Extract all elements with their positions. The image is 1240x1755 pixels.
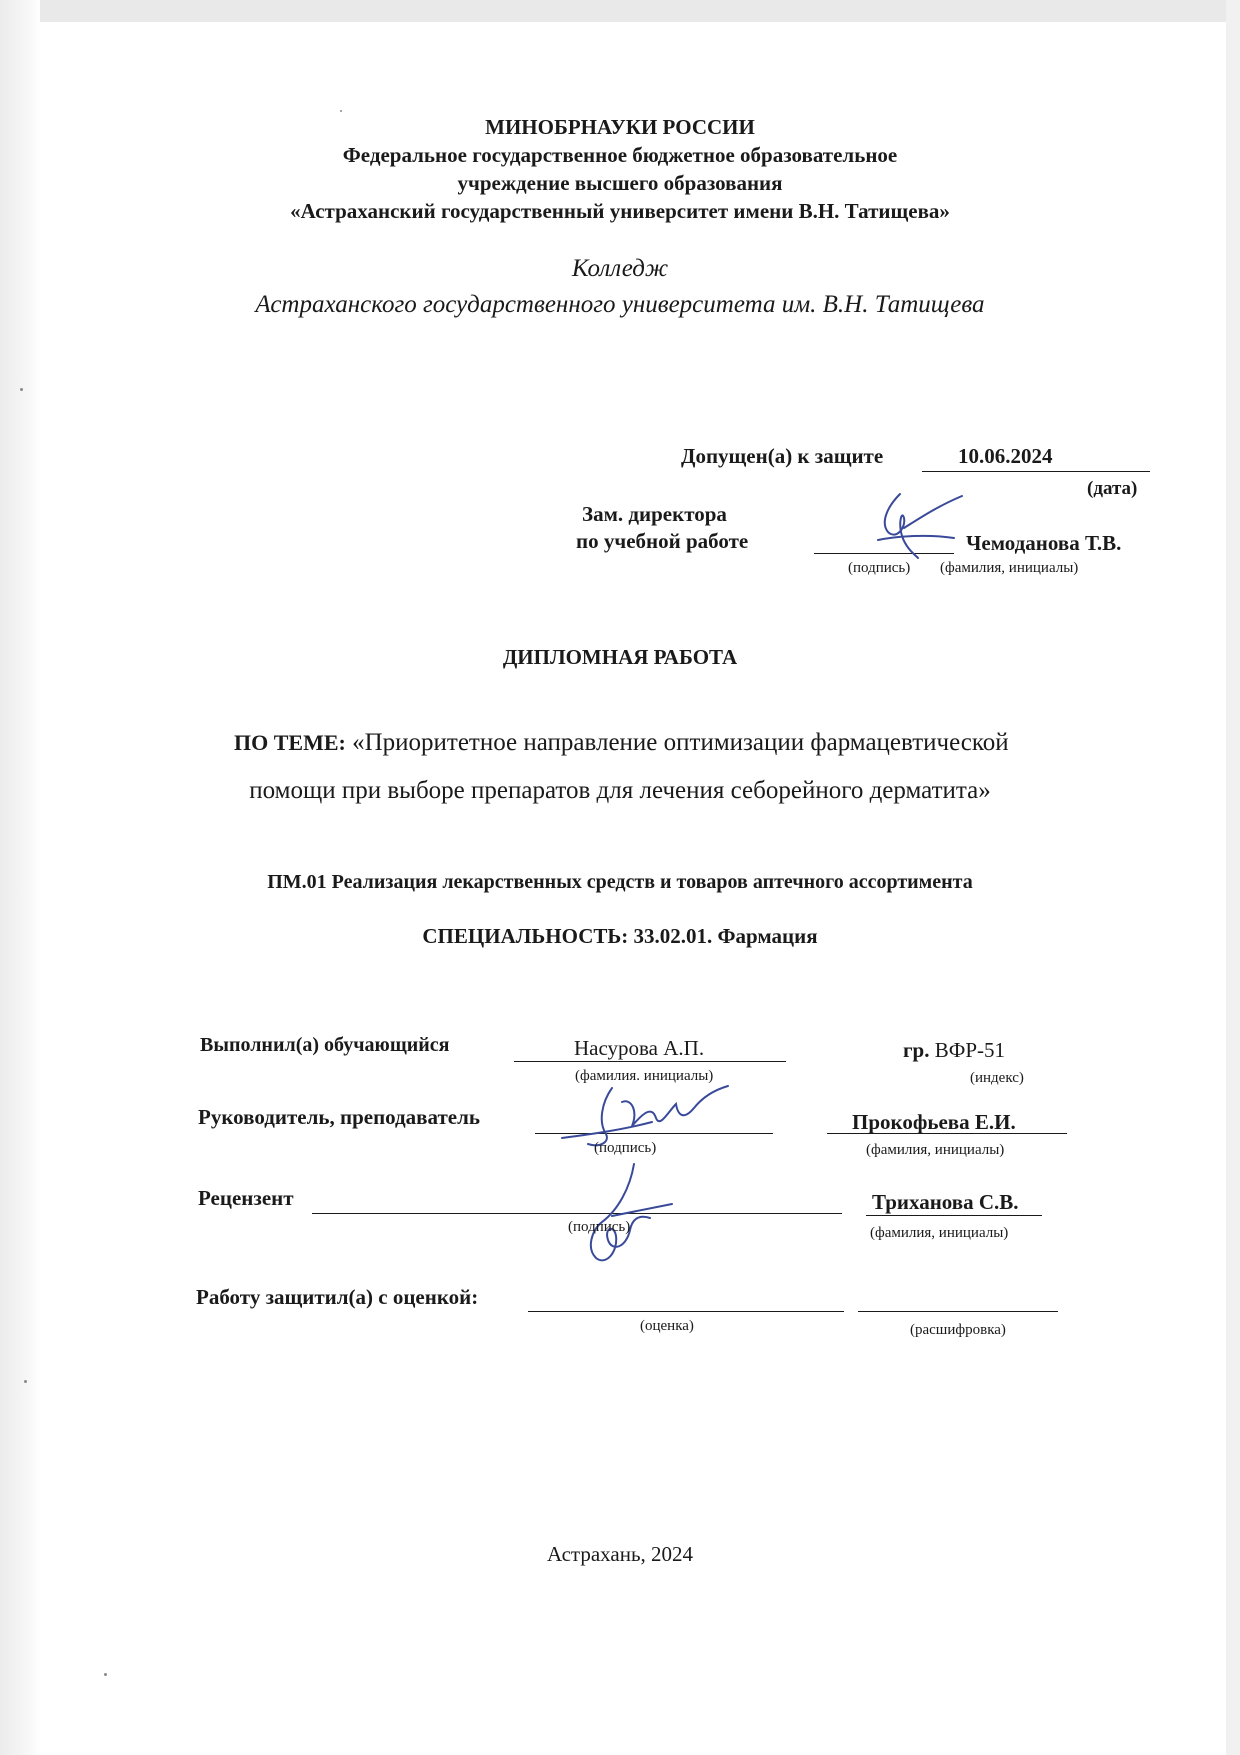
- director-name: Чемоданова Т.В.: [966, 531, 1122, 555]
- student-name-caption: (фамилия. инициалы): [575, 1068, 714, 1084]
- student-group: [903, 1038, 1005, 1063]
- college-line-2: Астраханского государственного университета им. В.Н. Татищева: [255, 291, 985, 318]
- admission-date-line: [922, 471, 1150, 472]
- position-line-2: по учебной работе: [576, 529, 749, 553]
- scan-speck: [104, 1673, 107, 1676]
- director-name-caption: (фамилия, инициалы): [940, 560, 1079, 576]
- professional-module: ПМ.01 Реализация лекарственных средств и товаров аптечного ассортимента: [267, 871, 973, 893]
- director-signature-caption: (подпись): [848, 560, 911, 576]
- grade-caption: (оценка): [640, 1318, 694, 1334]
- group-value: ВФР-51: [934, 1038, 1005, 1062]
- institution-line-1: Федеральное государственное бюджетное образовательное: [342, 143, 898, 167]
- topic-text-1: «Приоритетное направление оптимизации фармацевтической: [352, 729, 1009, 756]
- reviewer-name: Триханова С.В.: [872, 1190, 1019, 1214]
- student-name: Насурова А.П.: [574, 1036, 705, 1060]
- position-line-1: Зам. директора: [582, 502, 727, 526]
- defense-label: Работу защитил(а) с оценкой:: [196, 1285, 479, 1309]
- reviewer-signature-caption: (подпись): [568, 1219, 631, 1235]
- reviewer-name-line: [866, 1215, 1042, 1216]
- institution-line-2: учреждение высшего образования: [457, 171, 783, 195]
- group-caption: (индекс): [970, 1070, 1024, 1086]
- ministry-heading: МИНОБРНАУКИ РОССИИ: [485, 115, 755, 139]
- supervisor-label: Руководитель, преподаватель: [198, 1105, 481, 1129]
- scan-speck: [20, 388, 23, 391]
- supervisor-name: Прокофьева Е.И.: [852, 1110, 1016, 1134]
- admission-label: Допущен(а) к защите: [681, 444, 884, 468]
- university-name: «Астраханский государственный университет имени В.Н. Татищева»: [290, 199, 950, 223]
- work-type-title: ДИПЛОМНАЯ РАБОТА: [502, 645, 738, 669]
- college-line-1: Колледж: [571, 255, 669, 282]
- topic-label: ПО ТЕМЕ:: [234, 730, 346, 755]
- group-label: гр.: [903, 1038, 930, 1062]
- supervisor-name-caption: (фамилия, инициалы): [866, 1142, 1005, 1158]
- student-name-line: [514, 1061, 786, 1062]
- director-signature: [858, 488, 968, 568]
- specialty: СПЕЦИАЛЬНОСТЬ: 33.02.01. Фармация: [422, 924, 818, 948]
- grade-line: [528, 1311, 844, 1312]
- transcript-caption: (расшифровка): [910, 1322, 1006, 1338]
- topic-line-2: помощи при выборе препаратов для лечения себорейного дерматита»: [249, 777, 991, 804]
- reviewer-name-caption: (фамилия, инициалы): [870, 1225, 1009, 1241]
- reviewer-label: Рецензент: [198, 1186, 294, 1210]
- transcript-line: [858, 1311, 1058, 1312]
- city-year: Астрахань, 2024: [546, 1542, 694, 1566]
- reviewer-signature: [572, 1158, 682, 1268]
- date-caption: (дата): [1087, 478, 1138, 499]
- admission-date: 10.06.2024: [958, 444, 1053, 468]
- topic-line-1: [234, 727, 1009, 759]
- supervisor-signature-caption: (подпись): [594, 1140, 657, 1156]
- scan-edge-top: [0, 0, 1240, 22]
- scan-speck: [24, 1380, 27, 1383]
- scan-speck: [340, 110, 342, 112]
- student-label: Выполнил(а) обучающийся: [200, 1034, 450, 1056]
